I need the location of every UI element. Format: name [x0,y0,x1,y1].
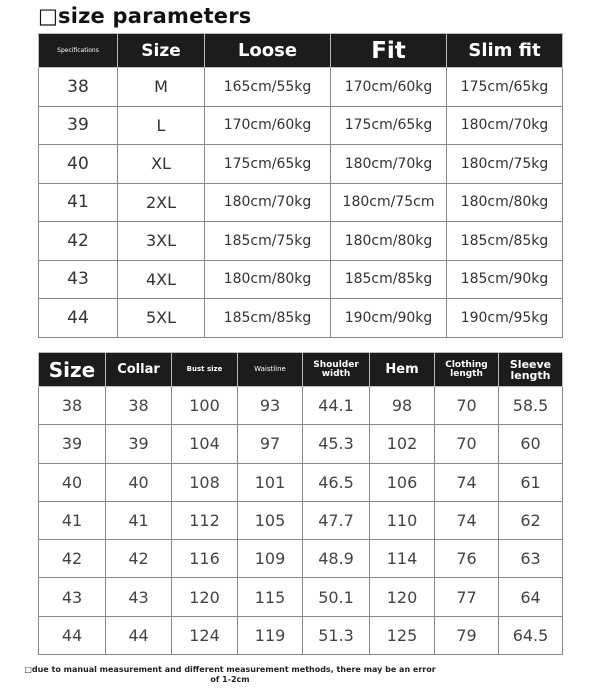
table-cell: 120 [370,578,435,616]
table-cell: 175cm/65kg [447,68,563,107]
header-collar: Collar [106,353,172,387]
header-waistline: Waistline [238,353,303,387]
table-cell: 51.3 [303,616,370,654]
table-cell: 185cm/90kg [447,260,563,299]
header-size: Size [118,34,205,68]
table-cell: 58.5 [499,387,563,425]
table-row [39,222,563,261]
table-row [39,106,563,145]
table-cell: 109 [238,540,303,578]
header-hem: Hem [370,353,435,387]
table-cell: 180cm/75cm [331,183,447,222]
table-cell: 106 [370,463,435,501]
table-cell: 119 [238,616,303,654]
table-cell: 62 [499,501,563,539]
table-cell: 114 [370,540,435,578]
table-cell: 165cm/55kg [205,68,331,107]
table-cell: 43 [39,578,106,616]
table-row [39,68,563,107]
header-shoulder-width: Shoulder width [303,353,370,387]
table-cell: 180cm/80kg [205,260,331,299]
table-cell: 76 [435,540,499,578]
table-cell: 44 [39,299,118,338]
table-cell: 190cm/95kg [447,299,563,338]
table-cell: 40 [106,463,172,501]
table-cell: 190cm/90kg [331,299,447,338]
table-row [39,616,563,654]
table-cell: XL [118,145,205,184]
header-specifications: Specifications [39,34,118,68]
table-cell: 185cm/85kg [447,222,563,261]
table-cell: 110 [370,501,435,539]
table-cell: 115 [238,578,303,616]
table-cell: 40 [39,145,118,184]
table-cell: 175cm/65kg [205,145,331,184]
table-row [39,145,563,184]
table-cell: 108 [172,463,238,501]
table-cell: 41 [39,501,106,539]
table-cell: 185cm/85kg [331,260,447,299]
table-cell: 38 [39,387,106,425]
table-cell: 47.7 [303,501,370,539]
table-cell: M [118,68,205,107]
table-cell: 79 [435,616,499,654]
header-loose: Loose [205,34,331,68]
table-row [39,425,563,463]
table-cell: 39 [39,425,106,463]
table-cell: 170cm/60kg [331,68,447,107]
table-cell: 41 [106,501,172,539]
table-cell: 101 [238,463,303,501]
table-cell: 48.9 [303,540,370,578]
table-row [39,387,563,425]
table-cell: 105 [238,501,303,539]
table-cell: 185cm/75kg [205,222,331,261]
table-cell: 116 [172,540,238,578]
table-cell: 104 [172,425,238,463]
measurement-note: □due to manual measurement and different measurement methods, there may be an error of 1-2cm [24,665,436,684]
table-cell: 44 [106,616,172,654]
table-header-row [39,34,563,68]
table-cell: 42 [39,540,106,578]
header-fit: Fit [331,34,447,68]
table-cell: 60 [499,425,563,463]
table-cell: 125 [370,616,435,654]
page-title: □size parameters [38,4,252,28]
table-cell: 42 [106,540,172,578]
table-cell: 100 [172,387,238,425]
table-cell: 170cm/60kg [205,106,331,145]
table-cell: 64.5 [499,616,563,654]
table-cell: 46.5 [303,463,370,501]
table-cell: 39 [39,106,118,145]
table-row [39,260,563,299]
header-sleeve-length: Sleeve length [499,353,563,387]
table-cell: 44.1 [303,387,370,425]
table-row [39,540,563,578]
table-row [39,183,563,222]
table-cell: 120 [172,578,238,616]
table-cell: 102 [370,425,435,463]
table-row [39,501,563,539]
table-cell: 3XL [118,222,205,261]
table-cell: 40 [39,463,106,501]
table-cell: 77 [435,578,499,616]
table-row [39,463,563,501]
table-cell: 180cm/80kg [331,222,447,261]
table-cell: 39 [106,425,172,463]
table-cell: 97 [238,425,303,463]
table-header-row [39,353,563,387]
table-cell: 43 [106,578,172,616]
table-cell: 185cm/85kg [205,299,331,338]
table-cell: 43 [39,260,118,299]
table-cell: 38 [39,68,118,107]
table-cell: 180cm/70kg [331,145,447,184]
table-cell: L [118,106,205,145]
table-cell: 180cm/75kg [447,145,563,184]
table-cell: 124 [172,616,238,654]
table-cell: 63 [499,540,563,578]
table-cell: 74 [435,501,499,539]
table-cell: 93 [238,387,303,425]
header-slim-fit: Slim fit [447,34,563,68]
table-cell: 70 [435,425,499,463]
table-row [39,299,563,338]
table-cell: 175cm/65kg [331,106,447,145]
size-parameters-table [38,33,563,338]
header-bust-size: Bust size [172,353,238,387]
table-cell: 98 [370,387,435,425]
table-cell: 64 [499,578,563,616]
table-cell: 41 [39,183,118,222]
table-cell: 112 [172,501,238,539]
table-cell: 38 [106,387,172,425]
table-cell: 2XL [118,183,205,222]
table-cell: 42 [39,222,118,261]
header-clothing-length: Clothing length [435,353,499,387]
table-cell: 50.1 [303,578,370,616]
table-cell: 180cm/70kg [447,106,563,145]
table-cell: 61 [499,463,563,501]
table-cell: 70 [435,387,499,425]
header-size: Size [39,353,106,387]
table-cell: 4XL [118,260,205,299]
table-cell: 5XL [118,299,205,338]
table-row [39,578,563,616]
table-cell: 180cm/70kg [205,183,331,222]
table-cell: 180cm/80kg [447,183,563,222]
table-cell: 44 [39,616,106,654]
table-cell: 45.3 [303,425,370,463]
measurements-table [38,352,563,655]
table-cell: 74 [435,463,499,501]
